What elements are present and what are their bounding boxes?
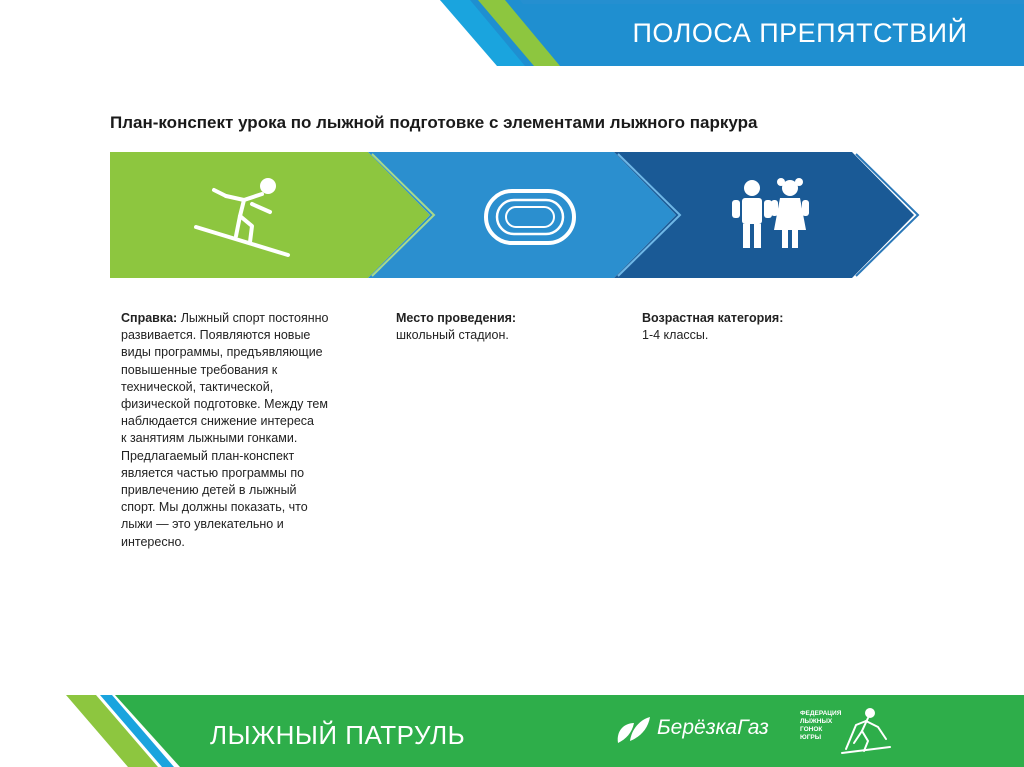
reference-line: виды программы, предъявляющие xyxy=(121,345,323,360)
venue-block xyxy=(396,310,606,344)
age-block xyxy=(642,310,852,344)
process-arrows xyxy=(0,150,1024,280)
footer-title: ЛЫЖНЫЙ ПАТРУЛЬ xyxy=(210,720,466,750)
federation-logo-text: ФЕДЕРАЦИЯ ЛЫЖНЫХ ГОНОК ЮГРЫ xyxy=(800,710,842,741)
leaf-logo-icon xyxy=(612,713,652,747)
reference-line: повышенные требования к xyxy=(121,362,278,377)
reference-line: лыжи — это увлекательно и xyxy=(121,517,284,532)
reference-line: Предлагаемый план-конспект xyxy=(121,448,295,463)
step-arrow-green xyxy=(110,152,430,278)
reference-line: Лыжный спорт постоянно xyxy=(180,311,329,325)
reference-line: развивается. Появляются новые xyxy=(121,328,311,343)
federation-skier-icon xyxy=(838,705,894,755)
reference-line: привлечению детей в лыжный xyxy=(121,483,297,498)
venue-label: Место проведения: xyxy=(396,311,517,325)
reference-line: технической, тактической, xyxy=(121,379,274,394)
reference-line: спорт. Мы должны показать, что xyxy=(121,500,308,515)
venue-value: школьный стадион. xyxy=(396,328,509,343)
age-value: 1-4 классы. xyxy=(642,328,709,343)
reference-line: физической подготовке. Между тем xyxy=(121,397,328,412)
reference-line: интересно. xyxy=(121,534,185,549)
reference-block xyxy=(121,310,366,551)
sponsor-logo-text: БерёзкаГаз xyxy=(657,716,769,739)
reference-line: является частью программы по xyxy=(121,465,305,480)
page-title: План-конспект урока по лыжной подготовке с элементами лыжного паркура xyxy=(110,113,758,132)
reference-line: к занятиям лыжными гонками. xyxy=(121,431,298,446)
age-label: Возрастная категория: xyxy=(642,311,784,325)
reference-line: наблюдается снижение интереса xyxy=(121,414,314,429)
header-title: ПОЛОСА ПРЕПЯТСТВИЙ xyxy=(632,18,968,48)
reference-label: Справка: xyxy=(121,311,178,325)
